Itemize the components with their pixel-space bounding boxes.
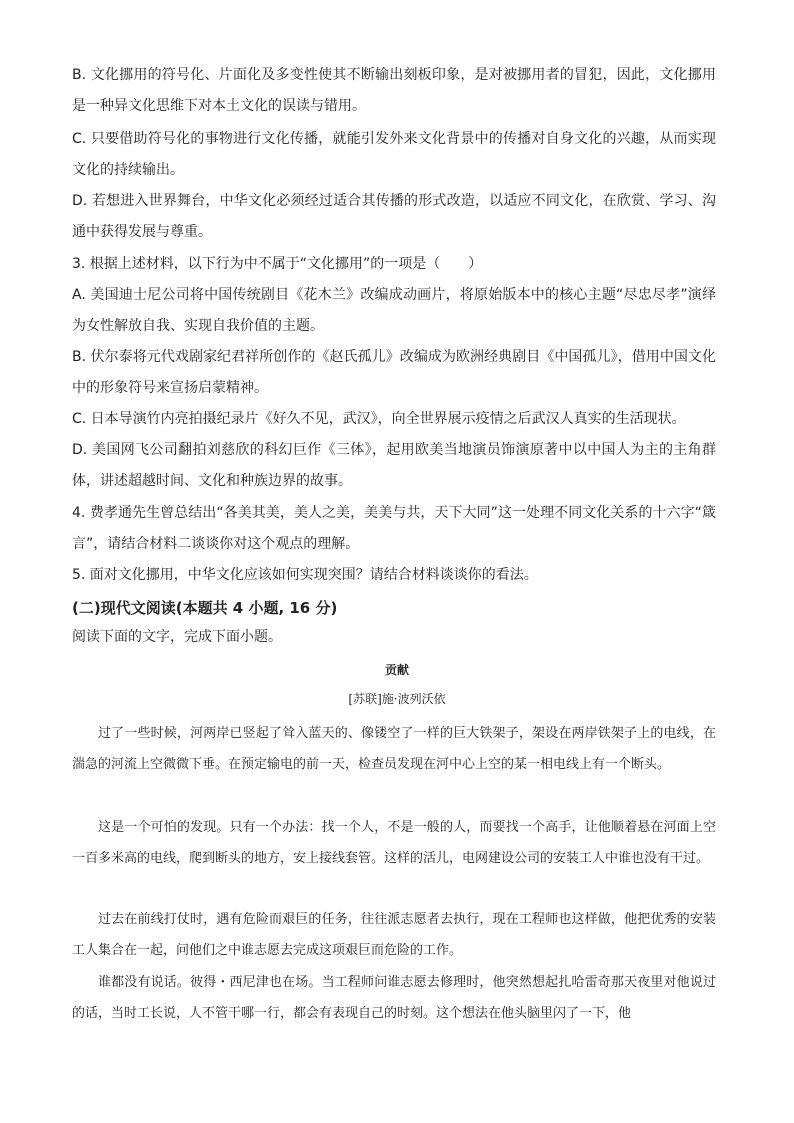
question-3-stem: 3. 根据上述材料，以下行为中不属于“文化挪用”的一项是（ ） (72, 256, 483, 272)
option-c-paragraph: C. 只要借助符号化的事物进行文化传播，就能引发外来文化背景中的传播对自身文化的兴趣，从而实现文化的持续输出。 (72, 131, 716, 178)
story-author: [苏联]施·波列沃依 (348, 692, 446, 706)
story-title: 贡献 (384, 663, 409, 677)
question-3-option-c: C. 日本导演竹内亮拍摄纪录片《好久不见，武汉》，向全世界展示疫情之后武汉人真实的生活现状。 (72, 411, 686, 427)
option-b-paragraph: B. 文化挪用的符号化、片面化及多变性使其不断输出刻板印象，是对被挪用者的冒犯，因此，文化挪用是一种异文化思维下对本土文化的误读与错用。 (72, 67, 716, 114)
story-paragraph: 过了一些时候，河两岸已竖起了耸入蓝天的、像镂空了一样的巨大铁架子，架设在两岸铁架子上的电线，在湍急的河流上空微微下垂。在预定输电的前一天，检查员发现在河中心上空的某一相电线上有一个断头。 (72, 726, 716, 772)
section-instruction: 阅读下面的文字，完成下面小题。 (72, 629, 282, 645)
section-heading: (二)现代文阅读(本题共 4 小题, 16 分) (72, 599, 338, 617)
story-paragraph: 谁都没有说话。彼得・西尼津也在场。当工程师问谁志愿去修理时，他突然想起扎哈雷奇那天夜里对他说过的话，当时工长说，人不管干哪一行，都会有表现自己的时刻。这个想法在他头脑里闪了一下，他 (72, 975, 716, 1021)
option-d-paragraph: D. 若想进入世界舞台，中华文化必须经过适合其传播的形式改造，以适应不同文化，在欣赏、学习、沟通中获得发展与尊重。 (72, 193, 716, 240)
question-3-option-a: A. 美国迪士尼公司将中国传统剧目《花木兰》改编成动画片，将原始版本中的核心主题“尽忠尽孝”演绎为女性解放自我、实现自我价值的主题。 (72, 287, 716, 334)
story-paragraph: 这是一个可怕的发现。只有一个办法：找一个人，不是一般的人，而要找一个高手，让他顺着悬在河面上空一百多米高的电线，爬到断头的地方，安上接线套管。这样的活儿，电网建设公司的安装工人中谁也没有干过。 (72, 820, 716, 866)
question-5: 5. 面对文化挪用，中华文化应该如何实现突围？请结合材料谈谈你的看法。 (72, 567, 538, 583)
question-3-option-d: D. 美国网飞公司翻拍刘慈欣的科幻巨作《三体》，起用欧美当地演员饰演原著中以中国人为主的主角群体，讲述超越时间、文化和种族边界的故事。 (72, 442, 716, 489)
question-4: 4. 费孝通先生曾总结出“各美其美，美人之美，美美与共，天下大同”这一处理不同文化关系的十六字“箴言”，请结合材料二谈谈你对这个观点的理解。 (72, 505, 716, 552)
question-3-option-b: B. 伏尔泰将元代戏剧家纪君祥所创作的《赵氏孤儿》改编成为欧洲经典剧目《中国孤儿》，借用中国文化中的形象符号来宣扬启蒙精神。 (72, 349, 716, 396)
story-paragraph: 过去在前线打仗时，遇有危险而艰巨的任务，往往派志愿者去执行，现在工程师也这样做，他把优秀的安装工人集合在一起，问他们之中谁志愿去完成这项艰巨而危险的工作。 (72, 912, 716, 958)
